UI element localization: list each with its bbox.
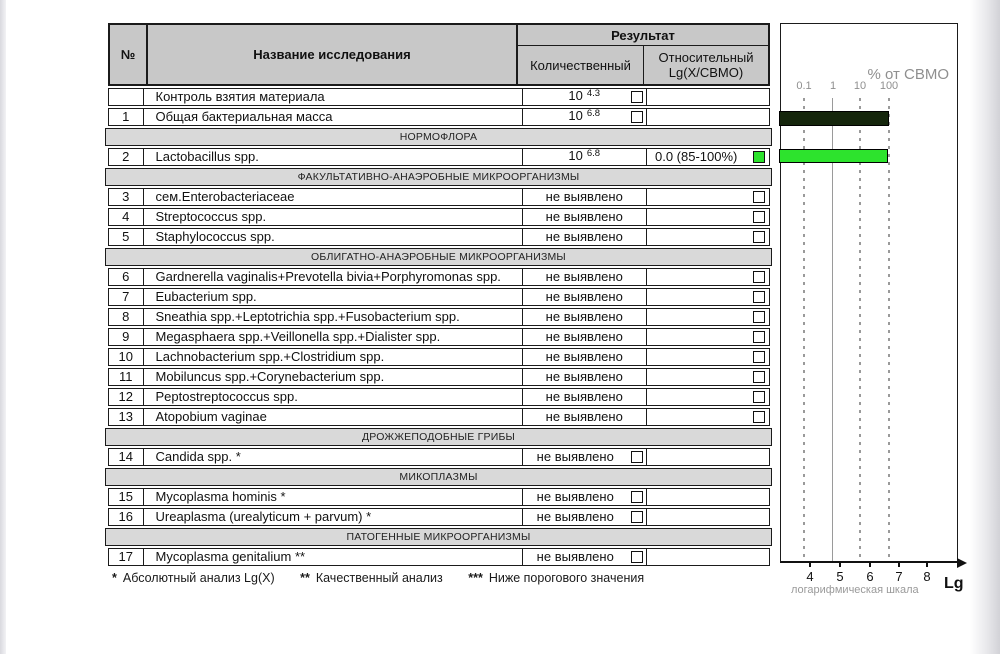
footnote-text: Ниже порогового значения [488, 571, 645, 585]
relative-cell [647, 549, 769, 565]
result-checkbox[interactable] [753, 311, 765, 323]
relative-cell [647, 489, 769, 505]
table-row [108, 368, 770, 386]
row-number-cell: 13 [109, 409, 144, 425]
results-table [108, 23, 770, 568]
test-name-cell: Staphylococcus spp. [144, 229, 523, 245]
footnote-mark: *** [468, 571, 483, 585]
test-name-cell: Candida spp. * [144, 449, 523, 465]
header-result-group [518, 25, 768, 84]
table-row [108, 508, 770, 526]
quantitative-cell [523, 209, 648, 225]
quantitative-cell [523, 349, 648, 365]
log-scale-caption: логарифмическая шкала [791, 584, 919, 596]
quantitative-cell [523, 389, 648, 405]
top-axis-tick: 1 [829, 80, 837, 92]
not-detected-text: не выявлено [545, 369, 623, 384]
relative-cell [647, 89, 769, 105]
test-name-cell: Lactobacillus spp. [144, 149, 523, 165]
table-row [108, 548, 770, 566]
relative-cell [647, 289, 769, 305]
relative-cell [647, 409, 769, 425]
bottom-axis-tick: 5 [836, 569, 844, 584]
header-test-name: Название исследования [148, 25, 518, 84]
result-checkbox[interactable] [753, 291, 765, 303]
photo-edge-right [970, 0, 1000, 654]
section-header-row [105, 428, 772, 446]
bottom-axis-tick: 8 [923, 569, 931, 584]
not-detected-text: не выявлено [545, 409, 623, 424]
quantitative-cell [523, 229, 648, 245]
value-base: 10 [568, 148, 583, 163]
header-relative-line2: Lg(X/СВМО) [668, 65, 744, 80]
quantitative-cell [523, 329, 648, 345]
not-detected-text: не выявлено [545, 269, 623, 284]
lg-axis-label: Lg [944, 575, 964, 592]
result-checkbox[interactable] [753, 211, 765, 223]
header-quantitative: Количественный [518, 46, 644, 84]
test-name-cell: Lachnobacterium spp.+Clostridium spp. [144, 349, 523, 365]
table-header [108, 23, 770, 86]
not-detected-text: не выявлено [545, 329, 623, 344]
top-axis-tick: 100 [879, 80, 899, 92]
bottom-axis-tick-mark [809, 562, 811, 567]
section-header-row [105, 128, 772, 146]
section-header-label: ФАКУЛЬТАТИВНО-АНАЭРОБНЫЕ МИКРООРГАНИЗМЫ [297, 171, 580, 183]
quantitative-cell [523, 369, 648, 385]
section-header-label: ДРОЖЖЕПОДОБНЫЕ ГРИБЫ [361, 431, 516, 443]
bottom-axis-tick: 6 [866, 569, 874, 584]
result-checkbox[interactable] [753, 391, 765, 403]
bottom-axis-tick-mark [898, 562, 900, 567]
value-exponent: 4.3 [586, 88, 601, 99]
table-row [108, 448, 770, 466]
row-number-cell [109, 89, 144, 105]
footnote-text: Абсолютный анализ Lg(X) [122, 571, 275, 585]
relative-cell [647, 509, 769, 525]
row-number-cell: 5 [109, 229, 144, 245]
result-bar [779, 111, 889, 126]
quantitative-cell [523, 509, 648, 525]
row-number-cell: 3 [109, 189, 144, 205]
header-result-subrow [518, 46, 768, 84]
row-number-cell: 17 [109, 549, 144, 565]
top-axis-tick: 0.1 [796, 80, 812, 92]
relative-cell [647, 309, 769, 325]
table-row [108, 208, 770, 226]
test-name-cell: Streptococcus spp. [144, 209, 523, 225]
not-detected-text: не выявлено [545, 349, 623, 364]
relative-cell [647, 349, 769, 365]
relative-cell [647, 389, 769, 405]
axis-arrow-icon [957, 558, 967, 568]
test-name-cell: Mycoplasma hominis * [144, 489, 523, 505]
footnote-mark: ** [300, 571, 310, 585]
not-detected-text: не выявлено [536, 449, 614, 464]
relative-cell [647, 109, 769, 125]
top-axis-tick: 10 [853, 80, 867, 92]
test-name-cell: Mycoplasma genitalium ** [144, 549, 523, 565]
test-name-cell: Megasphaera spp.+Veillonella spp.+Dialister spp. [144, 329, 523, 345]
result-checkbox[interactable] [753, 331, 765, 343]
value-base: 10 [568, 108, 583, 123]
table-row [108, 388, 770, 406]
grid-line [888, 98, 890, 561]
table-row [108, 148, 770, 166]
quantitative-cell [523, 189, 648, 205]
quantitative-cell [523, 449, 648, 465]
quantitative-cell [523, 289, 648, 305]
footnotes [112, 571, 666, 585]
header-relative-line1: Относительный [658, 50, 754, 65]
table-row [108, 88, 770, 106]
test-name-cell: Общая бактериальная масса [144, 109, 523, 125]
footnote-text: Качественный анализ [315, 571, 443, 585]
quantitative-cell [523, 409, 648, 425]
section-header-row [105, 468, 772, 486]
row-number-cell: 2 [109, 149, 144, 165]
grid-line [832, 98, 833, 561]
result-bar [779, 149, 888, 163]
relative-cell [647, 149, 769, 165]
bottom-axis-tick-mark [839, 562, 841, 567]
result-checkbox[interactable] [753, 271, 765, 283]
relative-cell [647, 189, 769, 205]
result-checkbox[interactable] [753, 191, 765, 203]
section-header-label: МИКОПЛАЗМЫ [399, 471, 478, 483]
row-number-cell: 11 [109, 369, 144, 385]
value-exponent: 6.8 [586, 148, 601, 159]
bottom-axis-tick: 4 [806, 569, 814, 584]
footnote-mark: * [112, 571, 117, 585]
test-name-cell: Atopobium vaginae [144, 409, 523, 425]
result-checkbox[interactable] [753, 351, 765, 363]
header-num: № [110, 25, 148, 84]
table-row [108, 408, 770, 426]
footnote-threshold [468, 571, 644, 585]
row-number-cell: 1 [109, 109, 144, 125]
not-detected-text: не выявлено [536, 549, 614, 564]
result-checkbox[interactable] [631, 551, 643, 563]
quantitative-cell [523, 269, 648, 285]
test-name-cell: Ureaplasma (urealyticum + parvum) * [144, 509, 523, 525]
row-number-cell: 12 [109, 389, 144, 405]
relative-value: 0.0 (85-100%) [655, 149, 738, 164]
result-checkbox[interactable] [631, 111, 643, 123]
row-number-cell: 15 [109, 489, 144, 505]
footnote-absolute [112, 571, 275, 585]
not-detected-text: не выявлено [545, 189, 623, 204]
chart-panel [780, 23, 964, 596]
header-result: Результат [518, 25, 768, 46]
result-checkbox[interactable] [753, 151, 765, 163]
quantitative-cell [523, 109, 648, 125]
grid-line [803, 98, 805, 561]
relative-cell [647, 329, 769, 345]
result-checkbox[interactable] [631, 511, 643, 523]
not-detected-text: не выявлено [545, 289, 623, 304]
quantitative-value [568, 149, 600, 165]
value-base: 10 [568, 88, 583, 103]
not-detected-text: не выявлено [545, 389, 623, 404]
result-checkbox[interactable] [631, 91, 643, 103]
table-row [108, 268, 770, 286]
table-row [108, 488, 770, 506]
section-header-row [105, 168, 772, 186]
row-number-cell: 9 [109, 329, 144, 345]
row-number-cell: 6 [109, 269, 144, 285]
table-row [108, 288, 770, 306]
quantitative-cell [523, 549, 648, 565]
section-header-label: ОБЛИГАТНО-АНАЭРОБНЫЕ МИКРООРГАНИЗМЫ [311, 251, 566, 263]
relative-cell [647, 369, 769, 385]
row-number-cell: 4 [109, 209, 144, 225]
test-name-cell: Контроль взятия материала [144, 89, 523, 105]
not-detected-text: не выявлено [536, 489, 614, 504]
result-checkbox[interactable] [753, 371, 765, 383]
test-name-cell: Eubacterium spp. [144, 289, 523, 305]
row-number-cell: 16 [109, 509, 144, 525]
section-header-row [105, 528, 772, 546]
section-header-label: НОРМОФЛОРА [399, 131, 478, 143]
not-detected-text: не выявлено [545, 229, 623, 244]
not-detected-text: не выявлено [545, 209, 623, 224]
not-detected-text: не выявлено [536, 509, 614, 524]
quantitative-cell [523, 489, 648, 505]
test-name-cell: сем.Enterobacteriaceae [144, 189, 523, 205]
row-number-cell: 7 [109, 289, 144, 305]
not-detected-text: не выявлено [545, 309, 623, 324]
quantitative-value [568, 109, 600, 125]
table-row [108, 108, 770, 126]
result-checkbox[interactable] [753, 411, 765, 423]
section-header-row [105, 248, 772, 266]
bottom-axis-tick-mark [869, 562, 871, 567]
footnote-qualitative [300, 571, 443, 585]
quantitative-cell [523, 149, 648, 165]
table-row [108, 228, 770, 246]
header-relative [644, 46, 768, 84]
result-checkbox[interactable] [631, 491, 643, 503]
result-checkbox[interactable] [753, 231, 765, 243]
relative-cell [647, 269, 769, 285]
test-name-cell: Mobiluncus spp.+Corynebacterium spp. [144, 369, 523, 385]
value-exponent: 6.8 [586, 108, 601, 119]
photo-edge-left [0, 0, 6, 654]
result-checkbox[interactable] [631, 451, 643, 463]
table-body [108, 88, 770, 566]
relative-cell [647, 209, 769, 225]
quantitative-cell [523, 89, 648, 105]
test-name-cell: Sneathia spp.+Leptotrichia spp.+Fusobacterium spp. [144, 309, 523, 325]
quantitative-cell [523, 309, 648, 325]
table-row [108, 328, 770, 346]
table-row [108, 308, 770, 326]
test-name-cell: Gardnerella vaginalis+Prevotella bivia+Porphyromonas spp. [144, 269, 523, 285]
quantitative-value [568, 89, 600, 105]
grid-line [859, 98, 861, 561]
row-number-cell: 10 [109, 349, 144, 365]
relative-cell [647, 229, 769, 245]
row-number-cell: 8 [109, 309, 144, 325]
table-row [108, 188, 770, 206]
row-number-cell: 14 [109, 449, 144, 465]
bottom-axis-tick-mark [926, 562, 928, 567]
test-name-cell: Peptostreptococcus spp. [144, 389, 523, 405]
percent-scale-label: % от СВМО [867, 66, 949, 83]
bottom-axis-tick: 7 [895, 569, 903, 584]
relative-cell [647, 449, 769, 465]
table-row [108, 348, 770, 366]
section-header-label: ПАТОГЕННЫЕ МИКРООРГАНИЗМЫ [346, 531, 531, 543]
